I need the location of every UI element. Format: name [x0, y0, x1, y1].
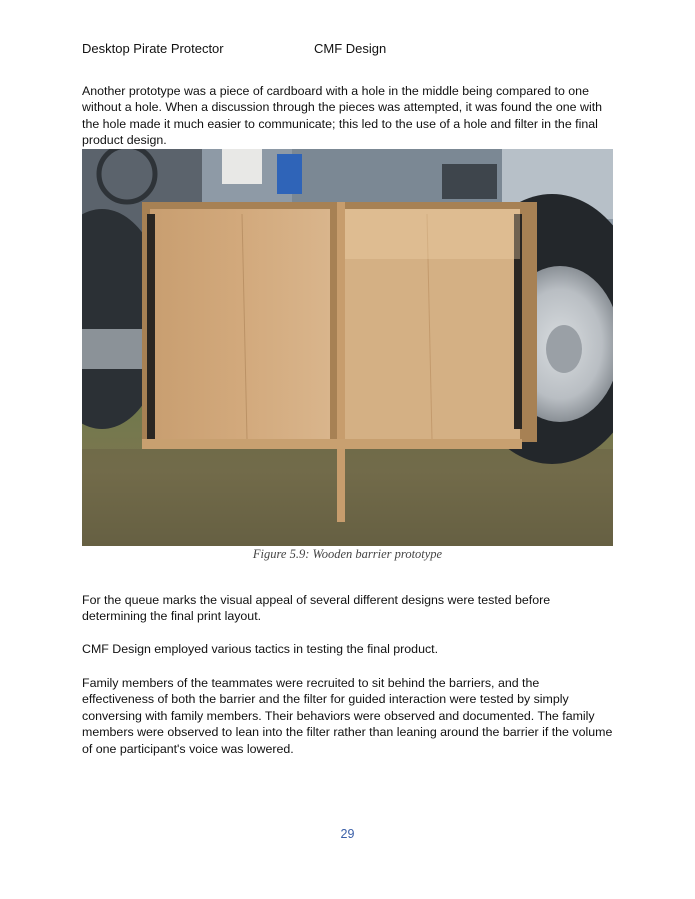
- paragraph-queue-marks: For the queue marks the visual appeal of several different designs were tested before determining the final print layout.: [82, 593, 551, 624]
- wooden-barrier-photo: [82, 149, 613, 546]
- header-title-left: Desktop Pirate Protector: [82, 41, 224, 56]
- paragraph-prototype-hole: Another prototype was a piece of cardboard with a hole in the middle being compared to one without a hole. When a discussion through the pieces was attempted, it was found the one with the hole made it much easier to communicate; this led to the use of a hole and filter in the final product design.: [82, 84, 603, 148]
- figure-photo: [82, 149, 613, 546]
- header-title-right: CMF Design: [314, 41, 387, 56]
- figure-caption: Figure 5.9: Wooden barrier prototype: [252, 547, 443, 561]
- paragraph-testing-tactics: CMF Design employed various tactics in testing the final product.: [82, 642, 439, 656]
- page-number: 29: [340, 827, 355, 841]
- paragraph-family-testing: Family members of the teammates were recruited to sit behind the barriers, and the effectiveness of both the barrier and the filter for guided interaction were tested by simply conversing with family members. Their behaviors were observed and documented. The family members were observed to lean into the filter rather than leaning around the barrier if the volume of one participant's voice was lowered.: [82, 676, 613, 756]
- running-header: [82, 41, 387, 56]
